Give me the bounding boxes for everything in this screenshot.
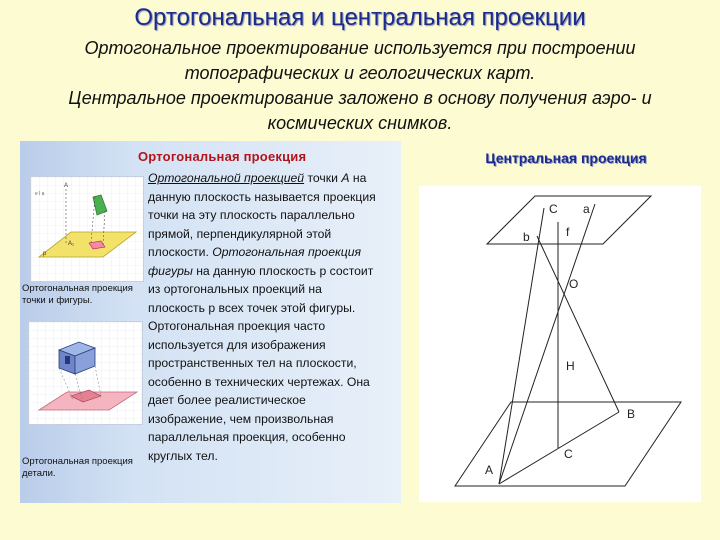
intro-text [20,36,700,136]
description-line [148,428,398,447]
description-line [148,391,398,410]
orthogonal-description [148,169,398,465]
text-run: из ортогональных проекций на [148,282,322,296]
text-run: пространственных тел на плоскости, [148,356,357,370]
label-c-bottom: C [564,447,573,461]
ray-b [537,236,619,412]
orthogonal-part-drawing [29,322,142,424]
text-run: дает более реалистическое [148,393,306,407]
label-o: O [569,277,579,291]
label-p: p [43,251,47,257]
intro-line: Ортогональное проектирование используется при построении [84,38,636,58]
text-run: данную плоскость называется проекция [148,189,376,204]
text-run: плоскости. [148,245,213,259]
description-line [148,280,398,299]
text-run: Ортогональная проекция часто [148,319,326,333]
text-run: круглых тел. [148,448,218,463]
text-run: плоскость р всех точек этой фигуры. [148,300,356,315]
text-run: прямой, перпендикулярной этой [148,226,332,241]
label-a: A [64,183,69,189]
description-line [148,206,398,225]
text-run: точки на эту плоскость параллельно [148,208,355,222]
label-tick: e l a [35,191,45,197]
page-title: Ортогональная и центральная проекции [134,4,586,31]
label-c-top: C [549,202,558,216]
ray-a [499,208,544,484]
intro-line: Центральное проектирование заложено в основу получения аэро- и [68,88,652,108]
intro-line: топографических и геологических карт. [184,63,536,83]
caption-line: детали. [22,468,56,479]
italic-run: А [341,171,350,185]
description-line [148,299,398,318]
orthogonal-part-illustration [28,321,143,425]
text-run: особенно в технических чертежах. Она [148,374,370,389]
central-projection-title: Центральная проекция [485,150,647,166]
orthogonal-point-figure-drawing [31,177,143,281]
label-a1: A₁ [68,241,75,247]
label-a-lower: a [583,202,590,216]
description-line [148,410,398,429]
orthogonal-projection-panel [20,141,401,503]
italic-run: Ортогональная проекция [212,245,362,259]
description-line [148,373,398,392]
description-line [148,188,398,207]
text-run: используется для изображения [148,337,326,352]
text-run: на [349,171,367,185]
orthogonal-point-figure-illustration [30,176,144,282]
italic-run: фигуры [148,263,193,278]
description-line [148,354,398,373]
label-b-lower: b [523,230,530,244]
text-run: точки [304,171,342,185]
caption-line: точки и фигуры. [22,295,93,306]
description-line [148,447,398,466]
label-h: H [566,359,575,373]
label-a-upper: A [485,463,494,477]
text-run: на данную плоскость р состоит [192,263,374,278]
orthogonal-heading: Ортогональная проекция [138,149,307,164]
description-line [148,317,398,336]
caption-line: Ортогональная проекция [22,456,133,467]
caption-part [22,456,133,480]
caption-line: Ортогональная проекция [22,283,133,294]
segment-ab [499,412,619,484]
part-slot [65,356,70,364]
label-b-upper: B [627,407,636,421]
caption-point-figure [22,283,133,307]
intro-line: космических снимков. [267,113,453,133]
text-run: параллельная проекция, особенно [148,430,346,444]
ray-ab [499,204,595,484]
central-projection-diagram [419,186,701,502]
italic-run: Ортогональной проекцией [148,171,305,185]
description-line [148,243,398,262]
description-line [148,262,398,281]
text-run: изображение, чем произвольная [148,411,334,426]
label-f: f [566,225,570,239]
description-line [148,336,398,355]
description-line [148,225,398,244]
central-projection-drawing [419,186,701,502]
description-line [148,169,398,188]
